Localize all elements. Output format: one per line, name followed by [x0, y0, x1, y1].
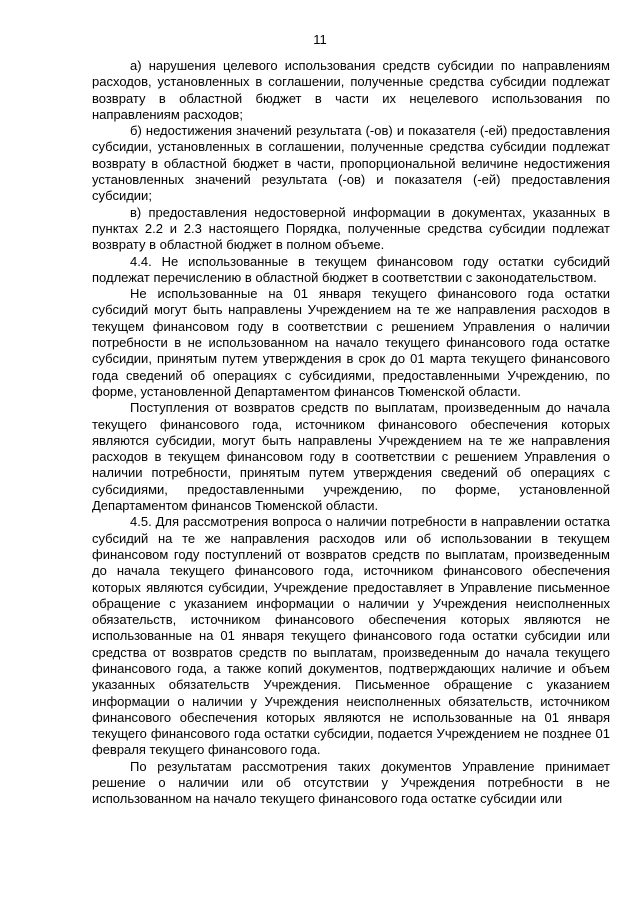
paragraph-4-4: 4.4. Не использованные в текущем финансовом году остатки субсидий подлежат перечислению в областной бюджет в соответствии с законодательством. — [92, 253, 610, 285]
paragraph-unused-balances: Не использованные на 01 января текущего финансового года остатки субсидий могут быть направлены Учреждением на те же направления расходов в текущем финансовом году в соответствии с решением Управления о наличии потребности в не использованном на начало текущего финансового года остатке субсидии, принятым путем утверждения в срок до 01 марта текущего финансового года сведений об операциях с субсидиями, предоставленными Учреждению, по форме, установленной Департаментом финансов Тюменской области. — [92, 286, 610, 399]
page-number: 11 — [313, 32, 327, 47]
paragraph-4-5: 4.5. Для рассмотрения вопроса о наличии потребности в направлении остатка субсидий на те же направления расходов или об использовании в текущем финансовом году поступлений от возвратов средств по выплатам, произведенным до начала текущего финансового года, источником финансового обеспечения которых являются субсидии, Учреждение предоставляет в Управление письменное обращение с указанием информации о наличии у Учреждения неисполненных обязательств, источником финансового обеспечения которых являются не использованные на 01 января текущего финансового года остатки субсидии или средства от возвратов средств по выплатам, произведенным до начала текущего финансового года, а также копий документов, подтверждающих наличие и объем указанных обязательств Учреждения. Письменное обращение с указанием информации о наличии у Учреждения неисполненных обязательств, источником финансового обеспечения которых являются не использованные на 01 января текущего финансового года остатки субсидии, подается Учреждением не позднее 01 февраля текущего финансового года. — [92, 514, 610, 758]
paragraph-review-results: По результатам рассмотрения таких документов Управление принимает решение о наличии или об отсутствии у Учреждения потребности в не использованном на начало текущего финансового года остатке субсидии или — [92, 758, 610, 807]
document-body — [92, 58, 610, 808]
paragraph-4-3-b: б) недостижения значений результата (-ов) и показателя (-ей) предоставления субсидии, установленных в соглашении, полученные средства субсидии подлежат возврату в областной бюджет в части, пропорциональной величине недостижения установленных значений результата (-ов) и показателя (-ей) предоставления субсидии; — [92, 123, 610, 204]
paragraph-4-3-a: а) нарушения целевого использования средств субсидии по направлениям расходов, установленных в соглашении, полученные средства субсидии подлежат возврату в областной бюджет в части их нецелевого использования по направлениям расходов; — [92, 58, 610, 122]
paragraph-4-3-v: в) предоставления недостоверной информации в документах, указанных в пунктах 2.2 и 2.3 настоящего Порядка, полученные средства субсидии подлежат возврату в областной бюджет в полном объеме. — [92, 204, 610, 253]
paragraph-refund-receipts: Поступления от возвратов средств по выплатам, произведенным до начала текущего финансового года, источником финансового обеспечения которых являются субсидии, могут быть направлены Учреждением на те же направления расходов в текущем финансовом году в соответствии с решением Управления о наличии потребности, принятым путем утверждения сведений об операциях с субсидиями, предоставленными учреждению, по форме, установленной Департаментом финансов Тюменской области. — [92, 400, 610, 514]
